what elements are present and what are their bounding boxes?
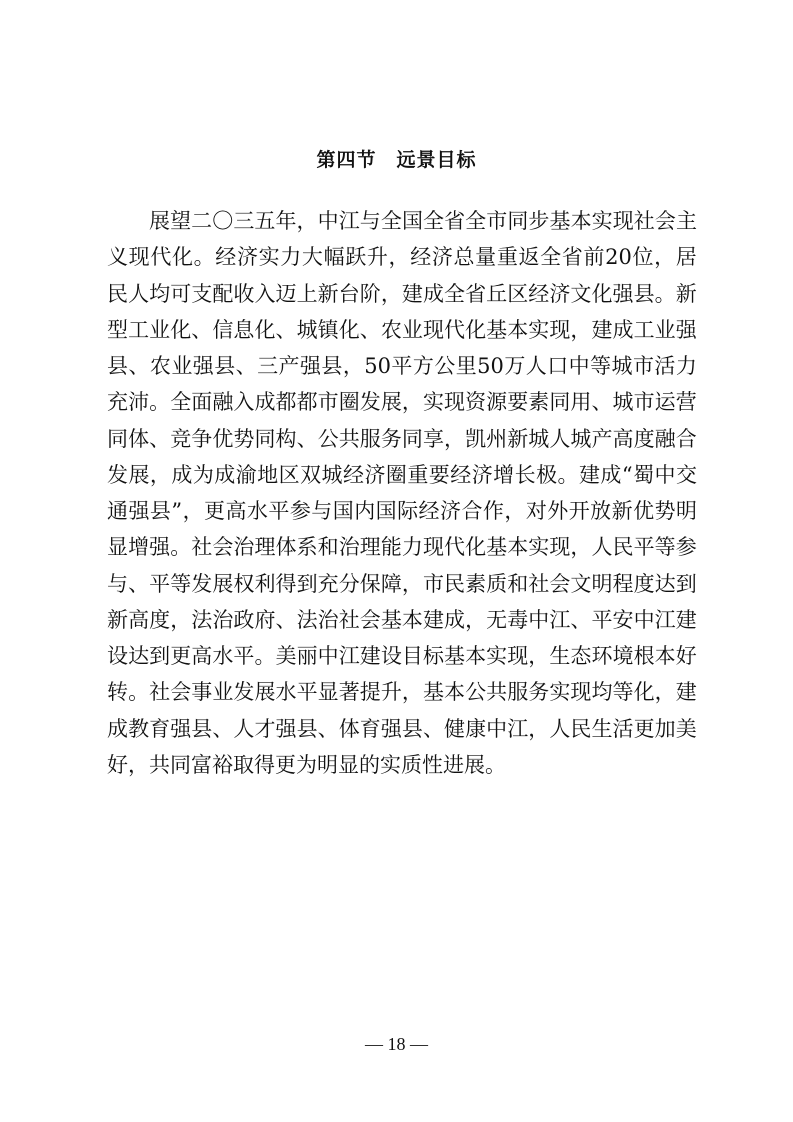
body-line: 好，共同富裕取得更为明显的实质性进展。: [107, 752, 506, 777]
body-line: 县 、 农 业 强 县 、 三 产 强 县 ， 50 平 方 公 里 50 万 人 口 中 等 城 市 活 力: [107, 354, 697, 378]
body-line: 义 现 代 化 。 经 济 实 力 大 幅 跃 升 ， 经 济 总 量 重 返 全 省 前 20 位 ， 居: [107, 245, 697, 270]
body-line: 新 高 度 ， 法 治 政 府 、 法 治 社 会 基 本 建 成 ， 无 毒 中 江 、 平 安 中 江 建: [107, 607, 697, 632]
body-line: 民 人 均 可 支 配 收 入 迈 上 新 台 阶 ， 建 成 全 省 丘 区 经 济 文 化 强 县 。 新: [107, 281, 697, 306]
body-line: 与 、 平 等 发 展 权 利 得 到 充 分 保 障 ， 市 民 素 质 和 社 会 文 明 程 度 达 到: [107, 571, 697, 596]
page-number: — 18 —: [365, 1034, 428, 1054]
body-line: 充 沛 。 全 面 融 入 成 都 都 市 圈 发 展 ， 实 现 资 源 要 素 同 用 、 城 市 运 营: [107, 390, 697, 415]
body-line: 型 工 业 化 、 信 息 化 、 城 镇 化 、 农 业 现 代 化 基 本 实 现 ， 建 成 工 业 强: [107, 317, 697, 342]
body-line: 设 达 到 更 高 水 平 。 美 丽 中 江 建 设 目 标 基 本 实 现 ， 生 态 环 境 根 本 好: [107, 644, 697, 668]
body-paragraph: [107, 203, 697, 783]
body-line: 成 教 育 强 县 、 人 才 强 县 、 体 育 强 县 、 健 康 中 江 ， 人 民 生 活 更 加 美: [107, 716, 697, 741]
body-line: 同 体 、 竞 争 优 势 同 构 、 公 共 服 务 同 享 ， 凯 州 新 城 人 城 产 高 度 融 合: [107, 426, 697, 451]
body-line: 通 强 县 ” ， 更 高 水 平 参 与 国 内 国 际 经 济 合 作 ， 对 外 开 放 新 优 势 明: [107, 499, 697, 523]
body-line: 发 展 ， 成 为 成 渝 地 区 双 城 经 济 圈 重 要 经 济 增 长 极 。 建 成 “ 蜀 中 交: [107, 462, 697, 487]
body-line: 显 增 强 。 社 会 治 理 体 系 和 治 理 能 力 现 代 化 基 本 实 现 ， 人 民 平 等 参: [107, 535, 697, 560]
body-line: 展 望 二 〇 三 五 年 ， 中 江 与 全 国 全 省 全 市 同 步 基 本 实 现 社 会 主: [149, 209, 697, 233]
section-title: 第四节 远景目标: [316, 149, 477, 171]
body-line: 转 。 社 会 事 业 发 展 水 平 显 著 提 升 ， 基 本 公 共 服 务 实 现 均 等 化 ， 建: [107, 680, 697, 705]
